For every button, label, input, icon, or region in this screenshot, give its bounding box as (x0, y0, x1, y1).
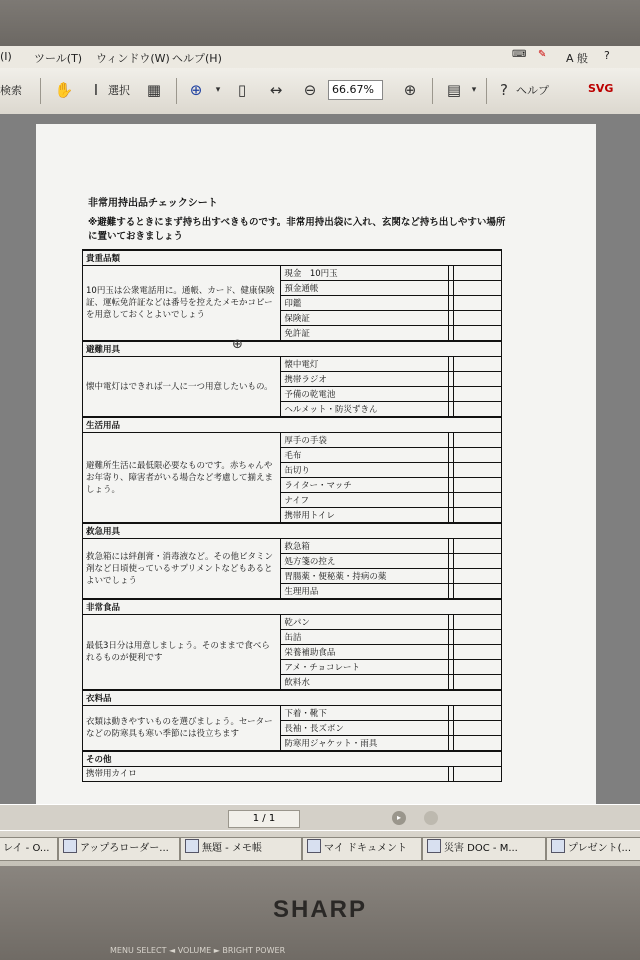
menu-item-help[interactable]: ヘルプ(H) (172, 52, 222, 65)
select-tool-icon[interactable]: I (93, 81, 99, 99)
taskbar-item-label: プレゼント(... (568, 843, 632, 854)
zoom-cursor-icon: ⊕ (232, 337, 243, 352)
fit-width-icon[interactable]: ↔ (269, 81, 283, 99)
check-cell (454, 433, 502, 448)
monitor-button-labels: MENU SELECT ◄ VOLUME ► BRIGHT POWER (110, 946, 286, 955)
taskbar-item-label: アップろローダー... (80, 843, 169, 854)
check-cell (454, 630, 502, 645)
check-cell (454, 584, 502, 600)
ime-icon[interactable]: ✎ (538, 49, 547, 60)
check-cell (454, 736, 502, 752)
screen (0, 46, 640, 866)
zoom-out-icon[interactable]: ⊖ (303, 81, 317, 99)
check-cell (454, 326, 502, 342)
checklist-row (83, 433, 502, 448)
checklist-item: 毛布 (281, 448, 449, 463)
category-row (83, 417, 502, 433)
checklist-item: 救急箱 (281, 539, 449, 554)
category-row (83, 341, 502, 357)
section-description: 10円玉は公衆電話用に。通帳、カード、健康保険証、運転免許証などは番号を控えたメモかコピーを用意しておくとよいでしょう (83, 266, 281, 342)
check-cell (454, 508, 502, 524)
select-tool-button[interactable]: 選択 (108, 84, 130, 97)
document-viewport[interactable] (0, 114, 640, 804)
checklist-item: 預金通帳 (281, 281, 449, 296)
search-button[interactable]: 検索 (0, 84, 22, 97)
notepad-icon (185, 839, 199, 853)
category-label: 避難用具 (83, 341, 502, 357)
status-bar (0, 804, 640, 831)
check-cell (454, 372, 502, 387)
section-description: 携帯用カイロ (83, 767, 449, 782)
checklist-item: 印鑑 (281, 296, 449, 311)
section-description: 衣類は動きやすいものを選びましょう。セーターなどの防寒具も寒い季節には役立ちます (83, 706, 281, 752)
checklist-item: 携帯ラジオ (281, 372, 449, 387)
taskbar-item-label: マイ ドキュメント (324, 843, 407, 854)
help-question-icon[interactable]: ? (604, 49, 610, 62)
check-cell (454, 767, 502, 782)
toolbar-separator (40, 78, 41, 104)
checklist-item: 懐中電灯 (281, 357, 449, 372)
document-note: ※避難するときにまず持ち出すべきものです。非常用持出袋に入れ、玄関など持ち出しやすい場所に置いておきましょう (88, 217, 506, 242)
hand-tool-icon[interactable]: ✋ (54, 81, 74, 99)
checklist-row (83, 357, 502, 372)
taskbar-item[interactable] (180, 837, 302, 861)
taskbar-item[interactable] (0, 837, 58, 861)
category-label: 生活用品 (83, 417, 502, 433)
page-title: 非常用持出品チェックシート (88, 198, 218, 209)
section-description: 救急箱には絆創膏・消毒液など。その他ビタミン剤など日頃使っているサプリメントなどもあるとよいでしょう (83, 539, 281, 600)
check-cell (454, 478, 502, 493)
category-label: 衣料品 (83, 690, 502, 706)
category-label: その他 (83, 751, 502, 767)
monitor-brand-logo: SHARP (272, 896, 367, 923)
taskbar-item[interactable] (302, 837, 422, 861)
checklist-item: アメ・チョコレート (281, 660, 449, 675)
page-layout-icon[interactable]: ▤ (446, 81, 462, 99)
checklist-item: ヘルメット・防災ずきん (281, 402, 449, 418)
section-description: 避難所生活に最低限必要なものです。赤ちゃんやお年寄り、障害者がいる場合など考慮して揃えましょう。 (83, 433, 281, 524)
checklist-item: 生理用品 (281, 584, 449, 600)
checklist-row (83, 767, 502, 782)
menu-item-window[interactable]: ウィンドウ(W) (96, 52, 170, 65)
category-row (83, 751, 502, 767)
check-cell (454, 554, 502, 569)
checklist-item: 処方箋の控え (281, 554, 449, 569)
checklist-item: 防寒用ジャケット・雨具 (281, 736, 449, 752)
zoom-level-input[interactable]: 66.67% (328, 80, 383, 100)
check-cell (454, 645, 502, 660)
language-indicator[interactable]: A 般 (566, 52, 589, 65)
category-row (83, 523, 502, 539)
checklist-item: 予備の乾電池 (281, 387, 449, 402)
zoom-in-tool-icon[interactable]: ⊕ (189, 81, 203, 99)
checklist-item: 栄養補助食品 (281, 645, 449, 660)
check-cell (454, 266, 502, 281)
taskbar-item-label: 無題 - メモ帳 (202, 843, 262, 854)
checklist-item: 免許証 (281, 326, 449, 342)
last-page-button[interactable] (424, 811, 438, 825)
checklist-row (83, 615, 502, 630)
toolbar-separator (176, 78, 177, 104)
category-label: 非常食品 (83, 599, 502, 615)
category-label: 貴重品類 (83, 250, 502, 266)
checklist-item: 長袖・長ズボン (281, 721, 449, 736)
check-cell (454, 311, 502, 326)
checklist-item: 厚手の手袋 (281, 433, 449, 448)
check-cell (454, 493, 502, 508)
menu-item-tools[interactable]: ツール(T) (34, 52, 83, 65)
checklist-item: 胃腸薬・便秘薬・持病の薬 (281, 569, 449, 584)
category-row (83, 599, 502, 615)
help-icon[interactable]: ? (500, 81, 508, 99)
check-cell (454, 387, 502, 402)
taskbar-item[interactable] (58, 837, 180, 861)
check-cell (454, 539, 502, 554)
check-cell (454, 660, 502, 675)
section-description: 最低3日分は用意しましょう。そのままで食べられるものが便利です (83, 615, 281, 691)
help-button[interactable]: ヘルプ (516, 84, 549, 97)
monitor-bezel-top (0, 0, 640, 46)
browser-icon (63, 839, 77, 853)
fit-page-icon[interactable]: ▯ (237, 81, 247, 99)
menu-item-partial[interactable]: (I) (0, 50, 12, 63)
checklist-item: 現金 10円玉 (281, 266, 449, 281)
checklist-item: 保険証 (281, 311, 449, 326)
taskbar-item-label: 災害 DOC - M... (444, 843, 518, 854)
brand-logo: SVG (588, 82, 614, 95)
next-page-button[interactable]: ▸ (392, 811, 406, 825)
checklist-table (82, 249, 502, 782)
checklist-item: ライター・マッチ (281, 478, 449, 493)
page-counter[interactable]: 1 / 1 (228, 810, 300, 828)
folder-icon (307, 839, 321, 853)
zoom-dropdown-icon[interactable]: ▾ (215, 85, 221, 95)
monitor-bezel-bottom (0, 866, 640, 960)
checklist-item: 下着・靴下 (281, 706, 449, 721)
check-cell (454, 706, 502, 721)
checklist-item: 飲料水 (281, 675, 449, 691)
checklist-item: 乾パン (281, 615, 449, 630)
section-description: 懐中電灯はできれば一人に一つ用意したいもの。 (83, 357, 281, 418)
presentation-icon (551, 839, 565, 853)
checklist-row (83, 706, 502, 721)
check-cell (454, 281, 502, 296)
category-label: 救急用具 (83, 523, 502, 539)
toolbar (0, 68, 640, 115)
checklist-row (83, 266, 502, 281)
taskbar (0, 830, 640, 866)
toolbar-separator (432, 78, 433, 104)
keyboard-icon[interactable]: ⌨ (512, 49, 527, 60)
check-cell (454, 357, 502, 372)
check-cell (454, 402, 502, 418)
toolbar-separator (486, 78, 487, 104)
taskbar-item[interactable] (422, 837, 546, 861)
check-cell (454, 448, 502, 463)
document-page (36, 124, 596, 808)
snapshot-tool-icon[interactable]: ▦ (146, 81, 162, 99)
checklist-row (83, 539, 502, 554)
taskbar-item[interactable] (546, 837, 640, 861)
category-row (83, 690, 502, 706)
checklist-item: 缶詰 (281, 630, 449, 645)
check-cell (454, 463, 502, 478)
checklist-item: 缶切り (281, 463, 449, 478)
taskbar-item-label: レイ - O... (3, 843, 50, 854)
zoom-in-icon[interactable]: ⊕ (403, 81, 417, 99)
menu-bar (0, 46, 640, 68)
check-cell (454, 296, 502, 311)
check-cell (454, 675, 502, 691)
checklist-item: 携帯用トイレ (281, 508, 449, 524)
check-cell (454, 615, 502, 630)
check-cell (454, 721, 502, 736)
check-cell (454, 569, 502, 584)
category-row (83, 250, 502, 266)
pdf-document-icon (427, 839, 441, 853)
page-layout-dropdown-icon[interactable]: ▾ (471, 85, 477, 95)
checklist-item: ナイフ (281, 493, 449, 508)
